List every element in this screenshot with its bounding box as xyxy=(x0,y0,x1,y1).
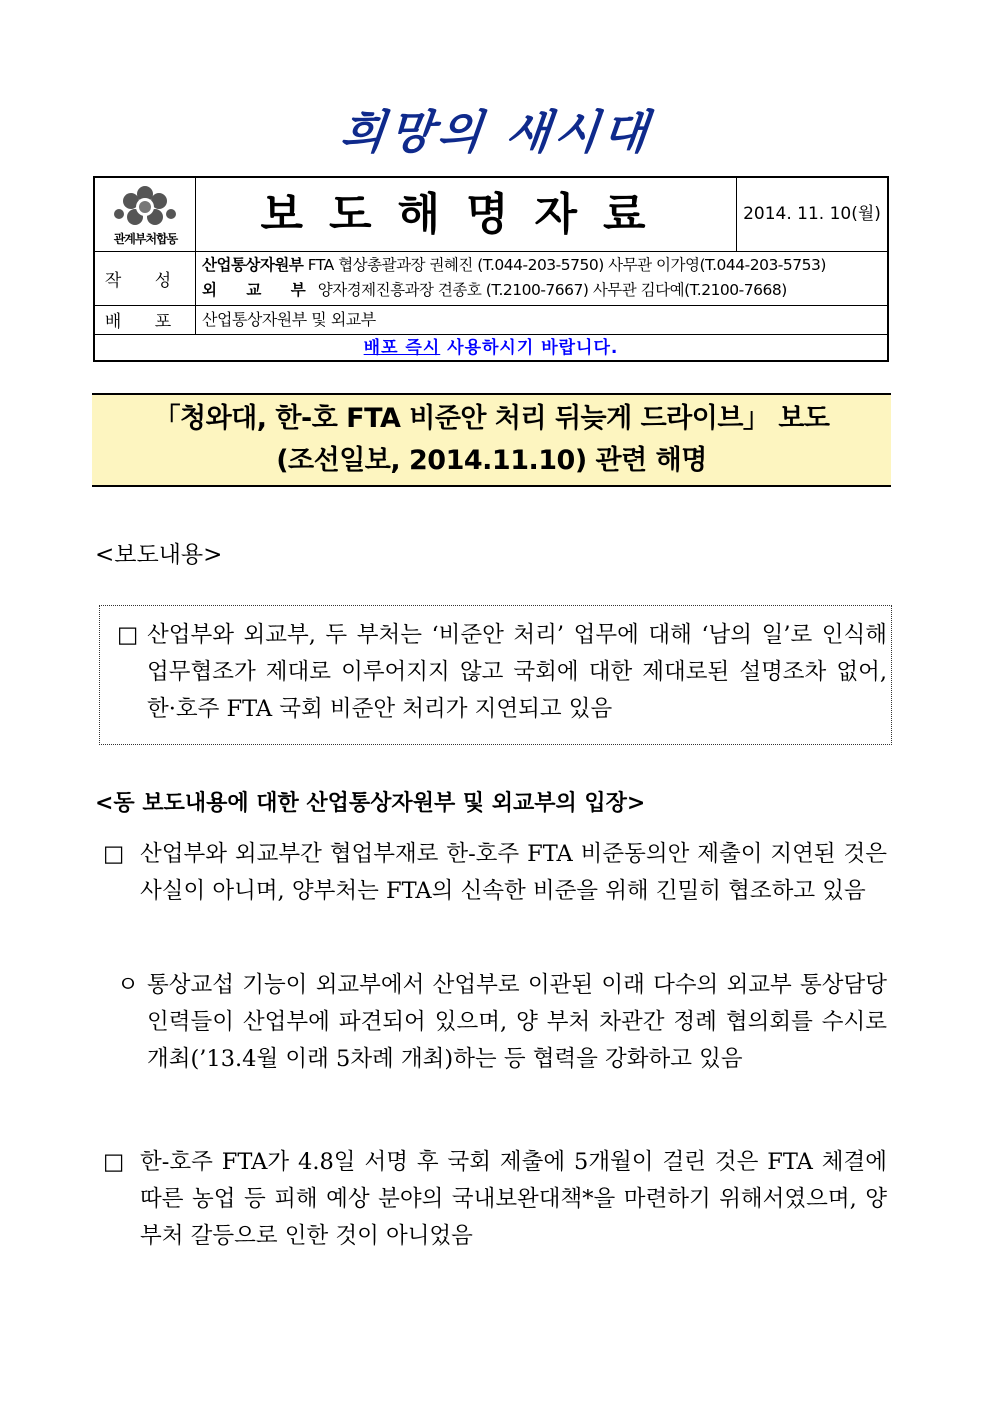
author-list xyxy=(202,251,883,305)
headline-line-1: 「청와대, 한-호 FTA 비준안 처리 뒤늦게 드라이브」 보도 xyxy=(153,403,830,434)
headline-line-2: (조선일보, 2014.11.10) 관련 해명 xyxy=(276,445,707,476)
notice-text: 사용하시기 바랍니다. xyxy=(440,338,619,358)
release-date: 2014. 11. 10(월) xyxy=(743,204,881,224)
author-org: 산업통상자원부 xyxy=(202,256,304,274)
distribution-value: 산업통상자원부 및 외교부 xyxy=(202,310,376,329)
position-text: 통상교섭 기능이 외교부에서 산업부로 이관된 이래 다수의 외교부 통상담당 인력들이 산업부에 파견되어 있으며, 양 부처 차관간 정례 협의회를 수시로 개최(’13.4월 이래 5차례 개최)하는 등 협력을 강화하고 있음 xyxy=(147,972,887,1072)
header-row-distribution xyxy=(95,305,887,335)
report-paragraph xyxy=(117,617,887,728)
author-org: 외 교 부 xyxy=(202,281,318,299)
slogan xyxy=(0,96,992,162)
document-type-title: 보도해명자료 xyxy=(196,178,737,251)
distribution-label: 배 포 xyxy=(95,305,196,334)
author-line xyxy=(202,277,787,303)
report-text: 산업부와 외교부, 두 부처는 ‘비준안 처리’ 업무에 대해 ‘남의 일’로 인식해 업무협조가 제대로 이루어지지 않고 국회에 대한 제대로된 설명조차 없어, 한·호주 FTA 국회 비준안 처리가 지연되고 있음 xyxy=(147,622,887,722)
flower-emblem-icon xyxy=(109,184,181,230)
government-logo xyxy=(95,178,196,251)
position-text: 산업부와 외교부간 협업부재로 한-호주 FTA 비준동의안 제출이 지연된 것은 사실이 아니며, 양부처는 FTA의 신속한 비준을 위해 긴밀히 협조하고 있음 xyxy=(140,841,887,904)
slogan-text: 희망의 새시대 xyxy=(337,105,654,159)
logo-label: 관계부처합동 xyxy=(113,232,178,246)
author-contact: 양자경제진흥과장 견종호 (T.2100-7667) 사무관 김다예(T.2100-7668) xyxy=(317,281,787,299)
checkbox-bullet-icon: □ xyxy=(103,841,125,867)
checkbox-bullet-icon: □ xyxy=(103,1149,125,1175)
headline-box xyxy=(92,393,891,487)
position-text: 한-호주 FTA가 4.8일 서명 후 국회 제출에 5개월이 걸린 것은 FTA 체결에 따른 농업 등 피해 예상 분야의 국내보완대책*을 마련하기 위해서였으며, 양부처 갈등으로 인한 것이 아니었음 xyxy=(140,1149,887,1249)
release-notice xyxy=(95,334,887,362)
position-item xyxy=(103,1144,887,1255)
press-header-table xyxy=(93,176,889,362)
report-section-heading: <보도내용> xyxy=(95,542,223,568)
circle-bullet-icon: ㅇ xyxy=(117,972,139,998)
header-row-notice xyxy=(95,334,887,362)
author-label: 작 성 xyxy=(95,251,196,305)
header-row-title xyxy=(95,178,887,252)
author-contact: FTA 협상총괄과장 권혜진 (T.044-203-5750) 사무관 이가영(T.044-203-5753) xyxy=(307,256,826,274)
position-item xyxy=(103,836,887,910)
author-line xyxy=(202,252,826,278)
position-subitem xyxy=(117,967,887,1078)
position-section-heading: <동 보도내용에 대한 산업통상자원부 및 외교부의 입장> xyxy=(95,790,646,816)
notice-emphasis: 배포 즉시 xyxy=(363,338,441,358)
header-row-authors xyxy=(95,251,887,306)
checkbox-bullet-icon: □ xyxy=(117,622,139,648)
